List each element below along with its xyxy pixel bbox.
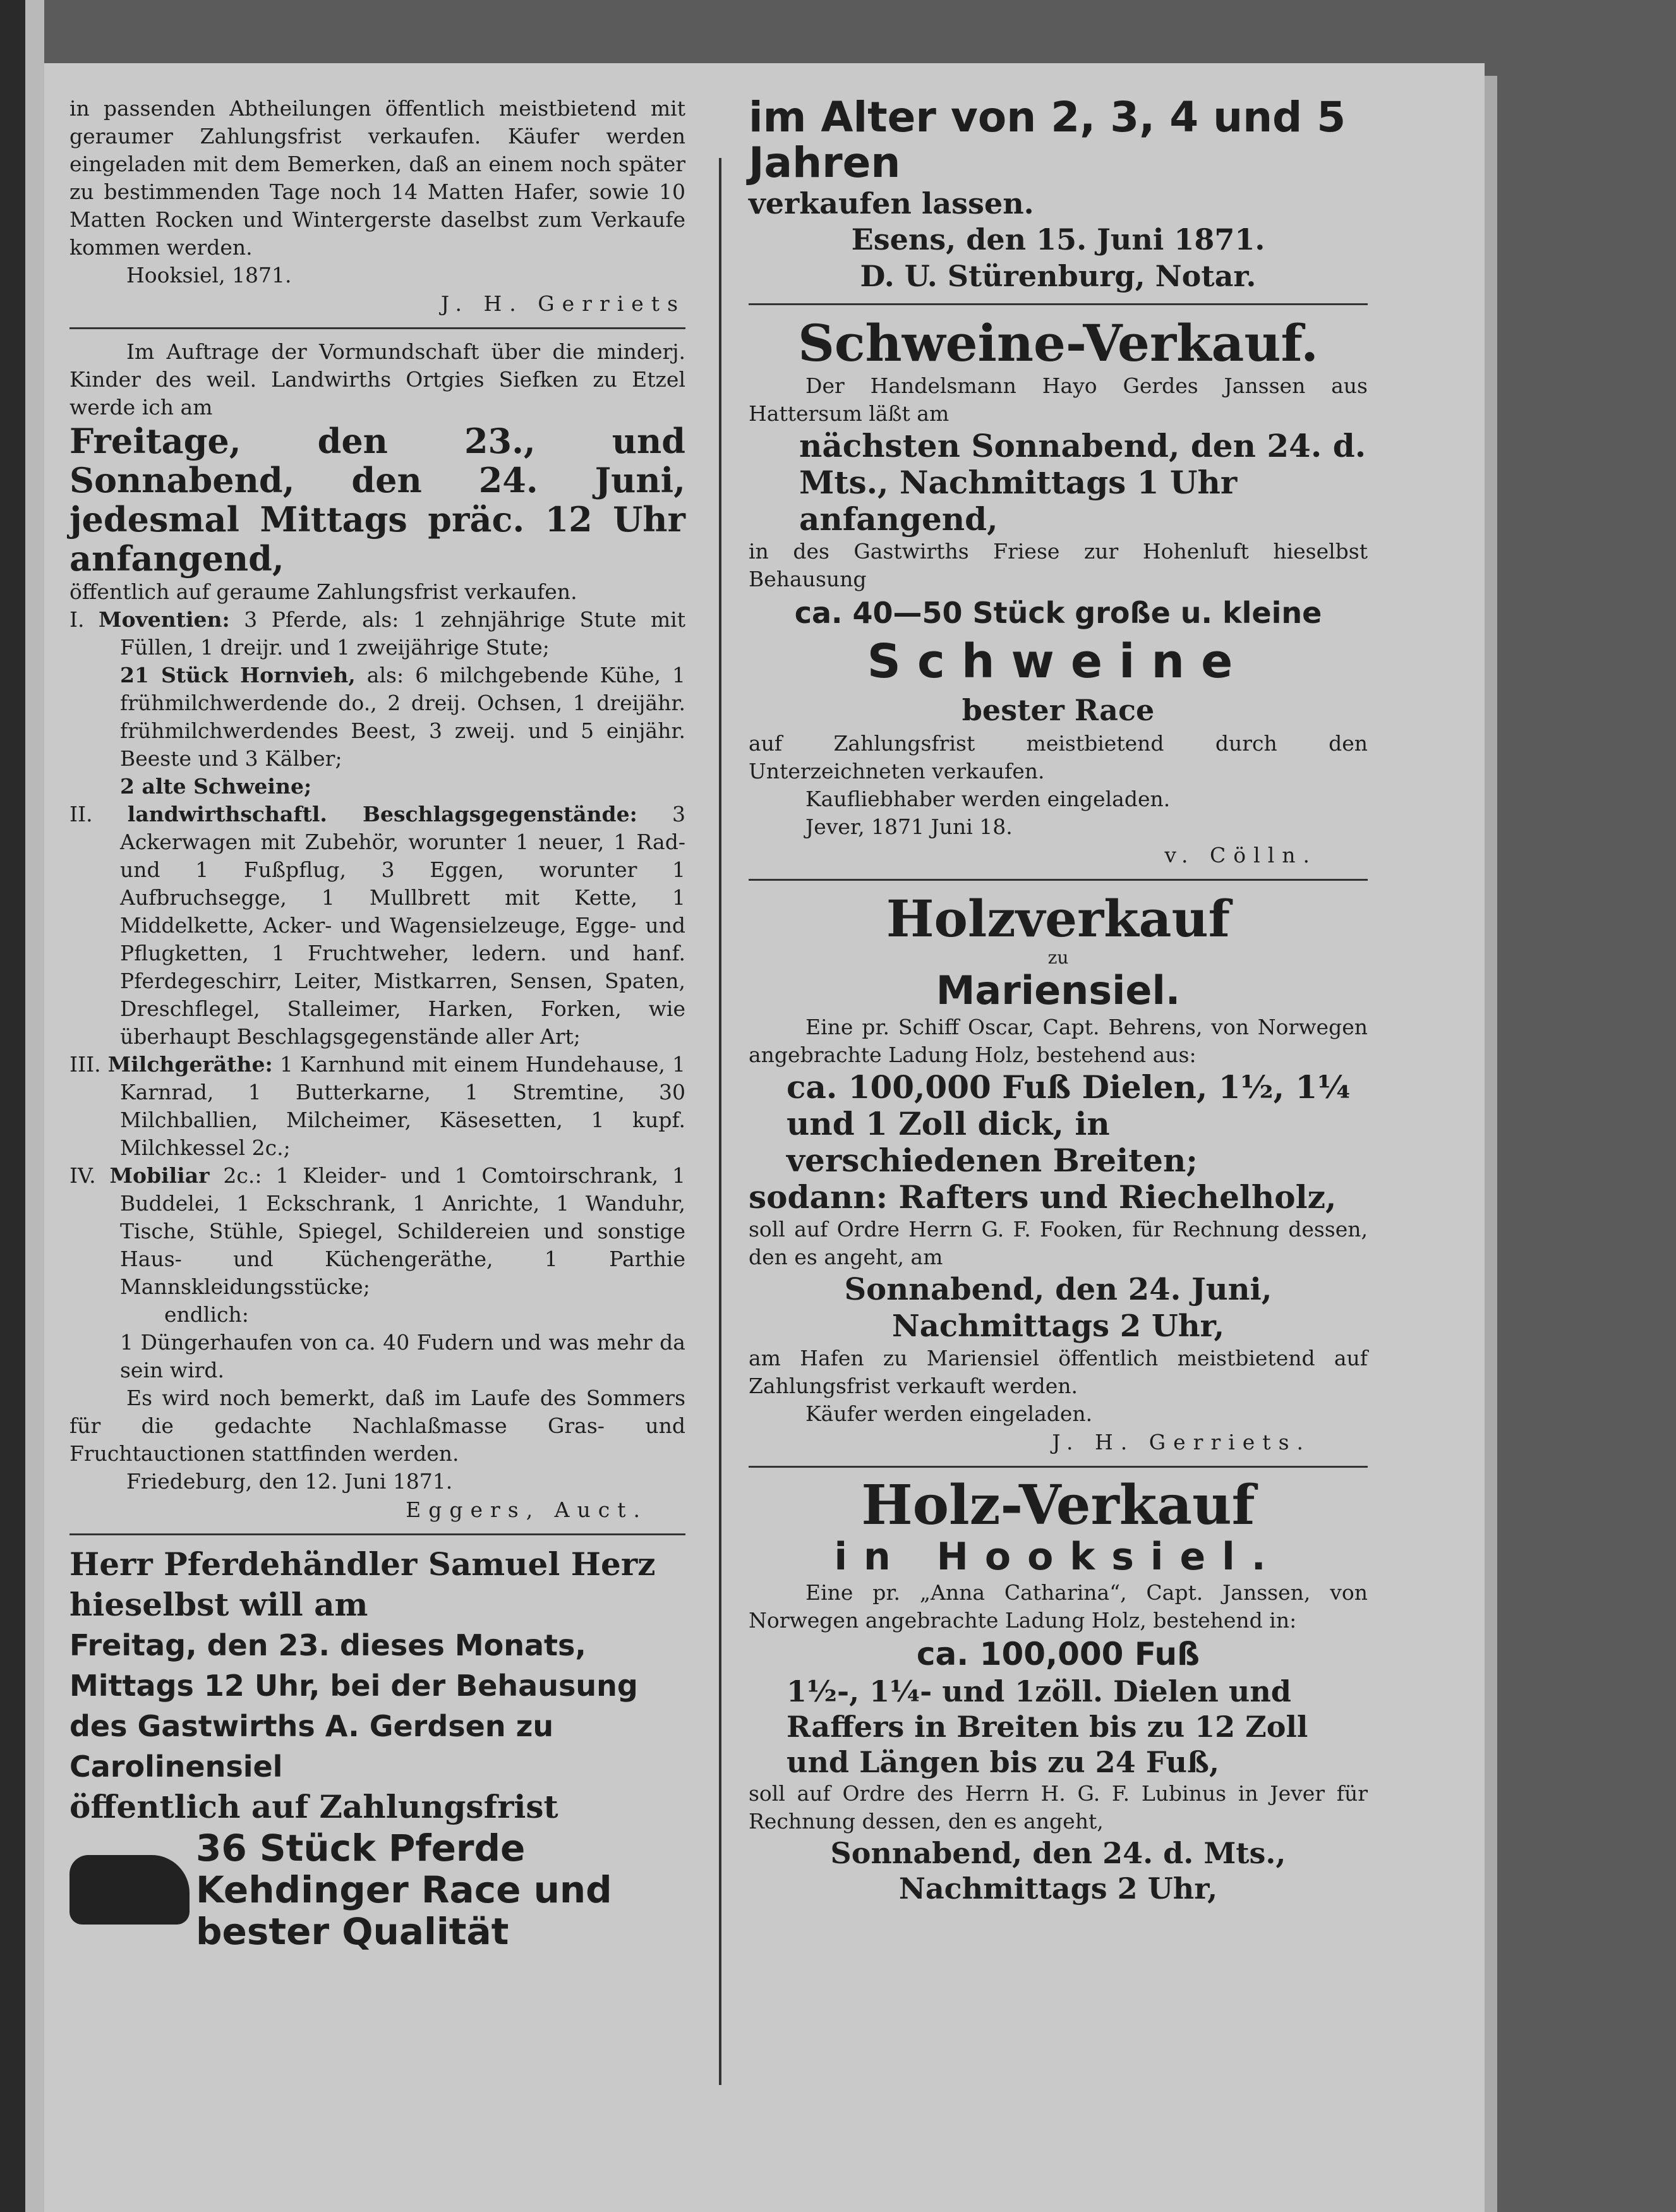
left-column	[69, 95, 685, 1952]
pig-signature: v. Cölln.	[1164, 843, 1317, 867]
item-heading: Mobiliar	[109, 1163, 210, 1188]
auction-signature: Eggers, Auct.	[406, 1497, 648, 1522]
pig-intro: Der Handelsmann Hayo Gerdes Janssen aus Hattersum läßt am	[749, 373, 1368, 426]
wood-zu: zu	[1047, 947, 1069, 968]
auction-endlich: endlich:	[164, 1302, 249, 1327]
wood-invite: Käufer werden eingeladen.	[805, 1401, 1093, 1426]
wood2-date: Sonnabend, den 24. d. Mts.,	[830, 1836, 1286, 1870]
notice-signature: J. H. Gerriets	[440, 291, 685, 316]
pig-date: nächsten Sonnabend, den 24. d. Mts., Nachmittags 1 Uhr anfangend,	[799, 427, 1366, 538]
pig-after: auf Zahlungsfrist meistbietend durch den Unterzeichneten verkaufen.	[749, 731, 1368, 783]
notice-place-date: Hooksiel, 1871.	[126, 263, 292, 287]
auction-item	[69, 1162, 685, 1301]
separator	[749, 303, 1368, 305]
wood2-title: Holz-Verkauf	[861, 1473, 1255, 1537]
item-number: I.	[69, 607, 85, 632]
auction-item	[69, 606, 685, 662]
item-number: III.	[69, 1052, 101, 1077]
item-text: als: 6 milchgebende Kühe, 1 frühmilchwerdende do., 2 dreij. Ochsen, 1 dreijähr. frühmilchwerdendes Beest, 3 zweij. und 5 einjähr. Beeste und 3 Kälber;	[120, 663, 685, 771]
horse-icon	[69, 1855, 190, 1925]
wood-place: Mariensiel.	[936, 967, 1181, 1013]
item-heading: landwirthschaftl. Beschlagsgegenstände:	[127, 802, 637, 826]
separator	[69, 1533, 685, 1535]
wood-where: am Hafen zu Mariensiel öffentlich meistbietend auf Zahlungsfrist verkauft werden.	[749, 1346, 1368, 1398]
wood-intro: Eine pr. Schiff Oscar, Capt. Behrens, von Norwegen angebrachte Ladung Holz, bestehend aus:	[749, 1015, 1368, 1067]
wood-order: soll auf Ordre Herrn G. F. Fooken, für Rechnung dessen, den es angeht, am	[749, 1217, 1368, 1269]
auction-note: Es wird noch bemerkt, daß im Laufe des Sommers für die gedachte Nachlaßmasse Gras- und Fruchtauctionen stattfinden werden.	[69, 1386, 685, 1466]
separator	[749, 1466, 1368, 1468]
pig-sale-title: Schweine-Verkauf.	[798, 313, 1318, 373]
wood2-order: soll auf Ordre des Herrn H. G. F. Lubinus in Jever für Rechnung dessen, den es angeht,	[749, 1781, 1368, 1834]
item-heading: 2 alte Schweine;	[120, 774, 312, 799]
notice-text: in passenden Abtheilungen öffentlich meistbietend mit geraumer Zahlungsfrist verkaufen. Käufer werden eingeladen mit dem Bemerken, daß an einem noch später zu bestimmenden Tage noch 14 Matten Hafer, sowie 10 Matten Rocken und Wintergerste daselbst zum Verkaufe kommen werden.	[69, 96, 685, 260]
pig-invite: Kaufliebhaber werden eingeladen.	[805, 787, 1171, 811]
pig-place: in des Gastwirths Friese zur Hohenluft hieselbst Behausung	[749, 539, 1368, 591]
wood2-amount: ca. 100,000 Fuß	[916, 1636, 1200, 1672]
item-number: II.	[69, 802, 93, 826]
item-text: 3 Ackerwagen mit Zubehör, worunter 1 neuer, 1 Rad- und 1 Fußpflug, 3 Eggen, worunter 1 Aufbruchsegge, 1 Mullbrett mit Kette, 1 Middelkette, Acker- und Wagensielzeuge, Egge- und Pflugketten, 1 Fruchtweher, ledern. und hanf. Pferdegeschirr, Leiter, Mistkarren, Sensen, Spaten, Dreschflegel, Stalleimer, Harken, Forken, wie überhaupt Beschlagsgegenstände aller Art;	[120, 802, 685, 1049]
wood-then: sodann: Rafters und Riechelholz,	[749, 1178, 1337, 1216]
item-text: 1 Karnhund mit einem Hundehause, 1 Karnrad, 1 Butterkarne, 1 Stremtine, 30 Milchballien, Milcheimer, Käsesetten, 1 kupf. Milchkessel 2c.;	[120, 1052, 685, 1160]
pig-race: bester Race	[962, 693, 1155, 727]
auction-dung: 1 Düngerhaufen von ca. 40 Fudern und was mehr da sein wird.	[120, 1330, 685, 1382]
auction-intro: Im Auftrage der Vormundschaft über die minderj. Kinder des weil. Landwirths Ortgies Siefken zu Etzel werde ich am	[69, 339, 685, 420]
auction-item	[69, 801, 685, 1051]
item-heading: Milchgeräthe:	[107, 1052, 273, 1077]
wood-signature: J. H. Gerriets.	[1052, 1430, 1311, 1454]
page-edge	[1485, 76, 1497, 2212]
right-column	[749, 95, 1368, 1906]
horse-date: Freitag, den 23. dieses Monats, Mittags 12 Uhr, bei der Behausung des Gastwirths A. Gerdsen zu Carolinensiel	[69, 1628, 638, 1784]
wood2-intro: Eine pr. „Anna Catharina“, Capt. Janssen, von Norwegen angebrachte Ladung Holz, bestehend in:	[749, 1580, 1368, 1633]
auction-date: Freitage, den 23., und Sonnabend, den 24. Juni, jedesmal Mittags präc. 12 Uhr anfangend,	[69, 421, 685, 579]
wood-date: Sonnabend, den 24. Juni,	[844, 1272, 1272, 1307]
pig-count: ca. 40—50 Stück große u. kleine	[794, 596, 1322, 630]
column-divider	[719, 158, 721, 2085]
pig-animal: Schweine	[867, 634, 1250, 689]
age-heading: im Alter von 2, 3, 4 und 5 Jahren	[749, 93, 1346, 187]
horse-offer	[69, 1827, 685, 1952]
continuation-place-date: Esens, den 15. Juni 1871.	[851, 222, 1265, 257]
wood-sale-title: Holzverkauf	[886, 889, 1231, 948]
item-text: 2c.: 1 Kleider- und 1 Comtoirschrank, 1 Buddelei, 1 Eckschrank, 1 Anrichte, 1 Wanduhr, Tische, Stühle, Spiegel, Schildereien und sonstige Haus- und Küchengeräthe, 1 Parthie Mannskleidungsstücke;	[120, 1163, 685, 1299]
auction-item	[69, 773, 685, 801]
item-text: 3 Pferde, als: 1 zehnjährige Stute mit Füllen, 1 dreijr. und 1 zweijährige Stute;	[120, 607, 685, 660]
item-heading: 21 Stück Hornvieh,	[120, 663, 356, 687]
continuation-signature: D. U. Stürenburg, Notar.	[860, 259, 1257, 293]
wood2-detail: 1½-, 1¼- und 1zöll. Dielen und Raffers in Breiten bis zu 12 Zoll und Längen bis zu 24 Fuß,	[787, 1674, 1308, 1779]
wood-amount: ca. 100,000 Fuß Dielen, 1½, 1¼ und 1 Zoll dick, in verschiedenen Breiten;	[787, 1068, 1351, 1179]
wood2-place: in Hooksiel.	[834, 1535, 1282, 1579]
item-heading: Moventien:	[99, 607, 230, 632]
horse-intro: Herr Pferdehändler Samuel Herz hieselbst will am	[69, 1545, 656, 1623]
auction-item	[69, 1051, 685, 1162]
auction-item-list	[69, 606, 685, 1301]
separator	[749, 879, 1368, 881]
continuation-after: verkaufen lassen.	[749, 186, 1034, 221]
auction-after: öffentlich auf geraume Zahlungsfrist verkaufen.	[69, 579, 577, 604]
auction-place-date: Friedeburg, den 12. Juni 1871.	[126, 1469, 453, 1494]
scan-border	[0, 0, 25, 2212]
horse-count: 36 Stück Pferde Kehdinger Race und bester Qualität	[196, 1827, 612, 1953]
separator	[69, 327, 685, 329]
horse-terms: öffentlich auf Zahlungsfrist	[69, 1788, 558, 1825]
page-gutter	[25, 0, 44, 2212]
wood2-time: Nachmittags 2 Uhr,	[898, 1871, 1218, 1906]
auction-item	[69, 662, 685, 773]
pig-place-date: Jever, 1871 Juni 18.	[805, 814, 1013, 839]
wood-time: Nachmittags 2 Uhr,	[891, 1308, 1225, 1344]
item-number: IV.	[69, 1163, 96, 1188]
